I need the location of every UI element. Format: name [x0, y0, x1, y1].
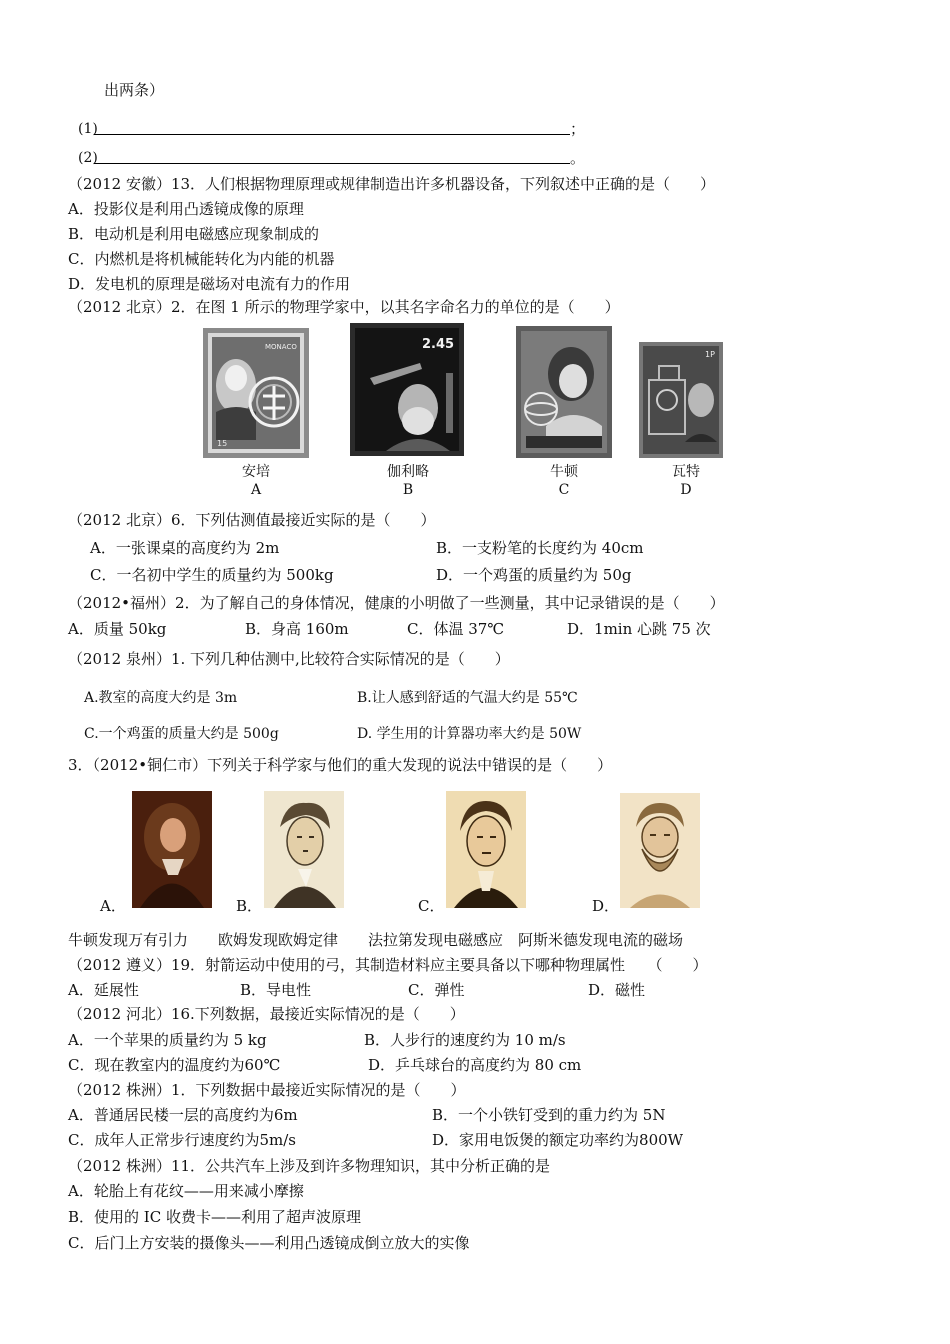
q-zunyi-option-d: D．磁性: [588, 981, 646, 999]
portrait-archimedes-image: [620, 793, 700, 908]
blank-1-label: (1): [78, 121, 98, 137]
q-zunyi-option-c: C．弹性: [408, 981, 465, 999]
q-beijing6-option-a: A．一张课桌的高度约为 2m: [90, 539, 280, 557]
stamp-watt-price: 1P: [705, 350, 715, 359]
q-tongren-label-d: D．: [592, 897, 620, 915]
q-beijing6-option-c: C．一名初中学生的质量约为 500kg: [90, 566, 334, 584]
q-quanzhou-stem: （2012 泉州）1. 下列几种估测中,比较符合实际情况的是（ ）: [68, 650, 510, 668]
q-zhuzhou11-stem: （2012 株洲）11．公共汽车上涉及到许多物理知识，其中分析正确的是: [68, 1157, 551, 1175]
stamp-galileo-name: 伽利略: [387, 464, 429, 480]
stamp-galileo-price: 2.45: [422, 337, 455, 352]
portrait-newton-image: [132, 791, 212, 908]
stamp-ampere-country: MONACO: [265, 343, 297, 351]
q-hebei-option-a: A．一个苹果的质量约为 5 kg: [68, 1031, 267, 1049]
stamp-newton-letter: C: [558, 482, 570, 498]
q-tongren-label-c: C．: [418, 897, 445, 915]
stamp-watt-name: 瓦特: [672, 464, 700, 480]
q-anhui-option-b: B．电动机是利用电磁感应现象制成的: [68, 225, 320, 243]
intro-tail: 出两条）: [104, 81, 165, 99]
q-beijing6-option-b: B．一支粉笔的长度约为 40cm: [436, 539, 644, 557]
q-quanzhou-option-a: A.教室的高度大约是 3m: [84, 690, 238, 706]
q-fuzhou-option-b: B．身高 160m: [245, 620, 349, 638]
blank-1-end: ；: [570, 120, 586, 138]
q-tongren-options: 牛顿发现万有引力 欧姆发现欧姆定律 法拉第发现电磁感应 阿斯米德发现电流的磁场: [68, 931, 684, 949]
q-zhuzhou11-option-c: C．后门上方安装的摄像头——利用凸透镜成倒立放大的实像: [68, 1234, 470, 1252]
q-beijing6-option-d: D．一个鸡蛋的质量约为 50g: [436, 566, 632, 584]
blank-1-line[interactable]: [94, 134, 570, 135]
q-beijing2-stem: （2012 北京）2．在图 1 所示的物理学家中，以其名字命名力的单位的是（ ）: [68, 298, 620, 316]
q-zhuzhou11-option-a: A．轮胎上有花纹——用来减小摩擦: [68, 1182, 304, 1200]
blank-2-line[interactable]: [94, 163, 570, 164]
q-fuzhou-option-a: A．质量 50kg: [68, 620, 167, 638]
q-zunyi-option-a: A．延展性: [68, 981, 139, 999]
q-hebei-stem: （2012 河北）16.下列数据，最接近实际情况的是（ ）: [68, 1005, 465, 1023]
q-beijing6-stem: （2012 北京）6．下列估测值最接近实际的是（ ）: [68, 511, 436, 529]
q-zhuzhou1-stem: （2012 株洲）1．下列数据中最接近实际情况的是（ ）: [68, 1081, 466, 1099]
stamp-ampere-name: 安培: [242, 464, 270, 480]
q-quanzhou-option-c: C.一个鸡蛋的质量大约是 500g: [84, 726, 279, 742]
q-quanzhou-option-d: D. 学生用的计算器功率大约是 50W: [357, 726, 582, 742]
blank-2-end: 。: [570, 149, 586, 167]
q-hebei-option-c: C．现在教室内的温度约为60℃: [68, 1056, 281, 1074]
q-zhuzhou1-option-c: C．成年人正常步行速度约为5m/s: [68, 1131, 296, 1149]
q-anhui-option-d: D．发电机的原理是磁场对电流有力的作用: [68, 275, 351, 293]
q-quanzhou-option-b: B.让人感到舒适的气温大约是 55℃: [357, 690, 578, 706]
q-anhui-stem: （2012 安徽）13．人们根据物理原理或规律制造出许多机器设备，下列叙述中正确的是（ ）: [68, 175, 716, 193]
q-zhuzhou11-option-b: B．使用的 IC 收费卡——利用了超声波原理: [68, 1208, 361, 1226]
q-fuzhou-stem: （2012•福州）2．为了解自己的身体情况，健康的小明做了一些测量，其中记录错误的是（ ）: [68, 594, 725, 612]
q-zunyi-option-b: B．导电性: [240, 981, 312, 999]
portrait-ohm-image: [264, 791, 344, 908]
blank-2-label: (2): [78, 150, 98, 166]
stamp-ampere-letter: A: [250, 482, 262, 498]
svg-text:15: 15: [217, 439, 228, 448]
stamp-ampere-image: [203, 328, 309, 458]
q-fuzhou-option-c: C．体温 37℃: [407, 620, 505, 638]
q-hebei-option-d: D．乒乓球台的高度约为 80 cm: [368, 1056, 582, 1074]
q-hebei-option-b: B．人步行的速度约为 10 m/s: [364, 1031, 566, 1049]
stamp-newton-image: [516, 326, 612, 458]
stamp-newton-name: 牛顿: [550, 464, 578, 480]
stamp-watt-letter: D: [680, 482, 692, 498]
stamp-watt-image: [639, 342, 723, 458]
q-zhuzhou1-option-a: A．普通居民楼一层的高度约为6m: [68, 1106, 298, 1124]
q-tongren-label-b: B．: [236, 897, 263, 915]
q-anhui-option-c: C．内燃机是将机械能转化为内能的机器: [68, 250, 335, 268]
portrait-faraday-image: [446, 791, 526, 908]
q-zhuzhou1-option-b: B．一个小铁钉受到的重力约为 5N: [432, 1106, 666, 1124]
stamp-galileo-letter: B: [402, 482, 414, 498]
stamp-galileo-image: [350, 323, 464, 456]
q-zunyi-stem: （2012 遵义）19．射箭运动中使用的弓，其制造材料应主要具备以下哪种物理属性 （ ）: [68, 956, 708, 974]
q-tongren-stem: 3．（2012•铜仁市）下列关于科学家与他们的重大发现的说法中错误的是（ ）: [68, 756, 613, 774]
q-zhuzhou1-option-d: D．家用电饭煲的额定功率约为800W: [432, 1131, 684, 1149]
q-anhui-option-a: A．投影仪是利用凸透镜成像的原理: [68, 200, 304, 218]
q-fuzhou-option-d: D．1min 心跳 75 次: [567, 620, 711, 638]
q-tongren-label-a: A．: [100, 897, 126, 915]
